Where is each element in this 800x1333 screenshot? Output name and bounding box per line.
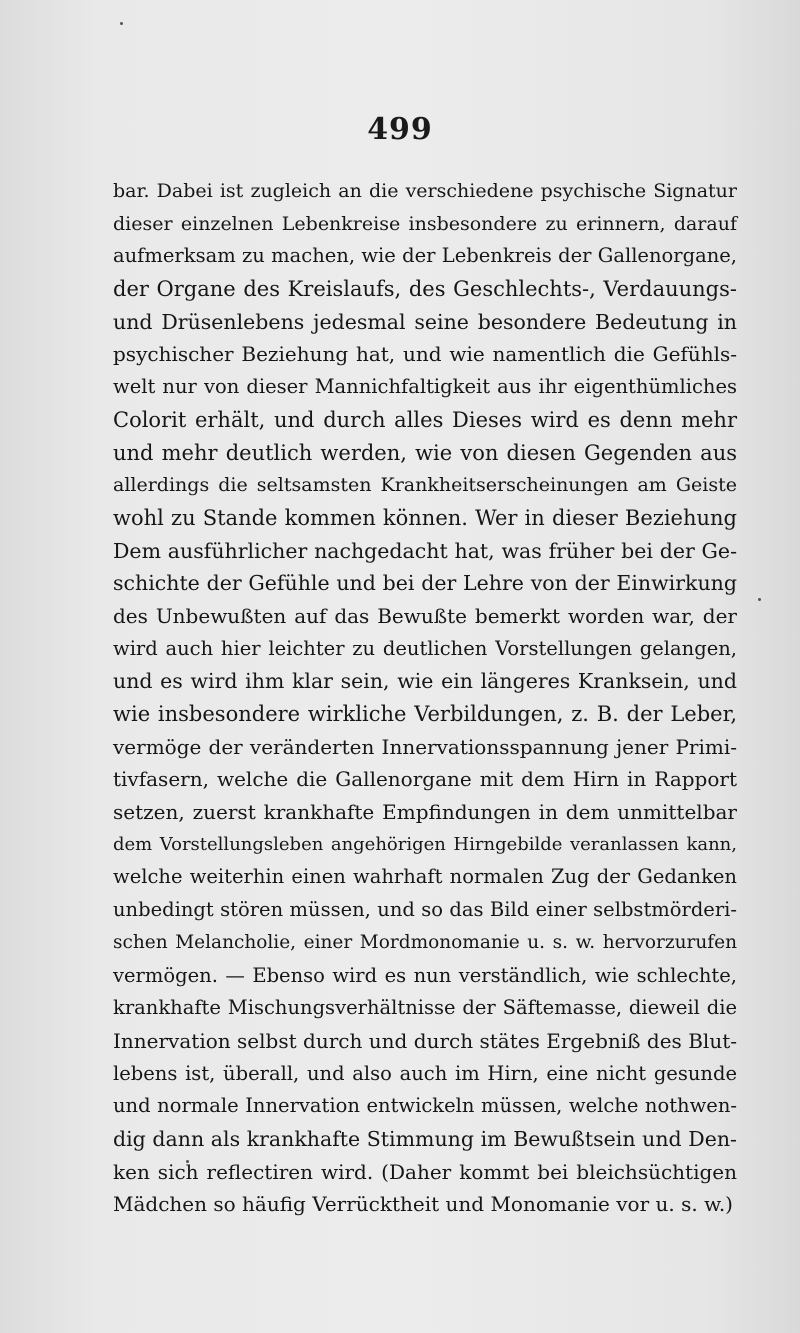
text-line: dieser einzelnen Lebenkreise insbesondere zu erinnern, darauf <box>113 212 737 235</box>
text-line: wie insbesondere wirkliche Verbildungen, z. B. der Leber, <box>113 702 737 726</box>
text-line: allerdings die seltsamsten Krankheitserscheinungen am Geiste <box>113 474 737 497</box>
text-line: welt nur von dieser Mannichfaltigkeit aus ihr eigenthümliches <box>113 375 737 399</box>
text-line: ken sich reflectiren wird. (Daher kommt bei bleichsüchtigen <box>113 1159 737 1184</box>
text-line: des Unbewußten auf das Bewußte bemerkt worden war, der <box>113 603 737 628</box>
text-line: Dem ausführlicher nachgedacht hat, was früher bei der Ge- <box>113 538 737 563</box>
text-line: vermögen. — Ebenso wird es nun verständlich, wie schlechte, <box>113 963 737 987</box>
text-line: wohl zu Stande kommen können. Wer in dieser Beziehung <box>113 505 737 530</box>
text-line: krankhafte Mischungsverhältnisse der Säftemasse, dieweil die <box>113 996 737 1020</box>
text-line: bar. Dabei ist zugleich an die verschiedene psychische Signatur <box>113 180 737 202</box>
text-line: und es wird ihm klar sein, wie ein längeres Kranksein, und <box>113 669 737 694</box>
text-line: dig dann als krankhafte Stimmung im Bewußtsein und Den- <box>113 1126 737 1151</box>
text-line: lebens ist, überall, und also auch im Hirn, eine nicht gesunde <box>113 1061 737 1085</box>
text-line: und normale Innervation entwickeln müssen, welche nothwen- <box>113 1094 737 1118</box>
text-line: aufmerksam zu machen, wie der Lebenkreis der Gallenorgane, <box>113 244 737 268</box>
text-line: Innervation selbst durch und durch stätes Ergebniß des Blut- <box>113 1028 737 1053</box>
text-line: vermöge der veränderten Innervationsspannung jener Primi- <box>113 734 737 759</box>
text-line: und mehr deutlich werden, wie von diesen Gegenden aus <box>113 440 737 465</box>
text-line: dem Vorstellungsleben angehörigen Hirngebilde veranlassen kann, <box>113 833 737 855</box>
text-line: schichte der Gefühle und bei der Lehre von der Einwirkung <box>113 571 737 596</box>
body-text <box>113 175 737 1221</box>
text-line: wird auch hier leichter zu deutlichen Vorstellungen gelangen, <box>113 636 737 660</box>
text-line: welche weiterhin einen wahrhaft normalen Zug der Gedanken <box>113 865 737 889</box>
text-line: tivfasern, welche die Gallenorgane mit dem Hirn in Rapport <box>113 767 737 792</box>
print-speck <box>120 22 123 25</box>
text-line: der Organe des Kreislaufs, des Geschlechts-, Verdauungs- <box>113 277 737 302</box>
text-line: unbedingt stören müssen, und so das Bild einer selbstmörderi- <box>113 898 737 922</box>
text-line: schen Melancholie, einer Mordmonomanie u. s. w. hervorzurufen <box>113 931 737 953</box>
text-line: psychischer Beziehung hat, und wie namentlich die Gefühls- <box>113 342 737 367</box>
text-line: und Drüsenlebens jedesmal seine besondere Bedeutung in <box>113 309 737 334</box>
page-number: 499 <box>367 112 433 147</box>
text-line: setzen, zuerst krankhafte Empfindungen in dem unmittelbar <box>113 800 737 825</box>
text-line: Mädchen so häufig Verrücktheit und Monomanie vor u. s. w.) <box>113 1192 733 1217</box>
print-speck <box>758 598 761 601</box>
text-line: Colorit erhält, und durch alles Dieses wird es denn mehr <box>113 407 737 432</box>
